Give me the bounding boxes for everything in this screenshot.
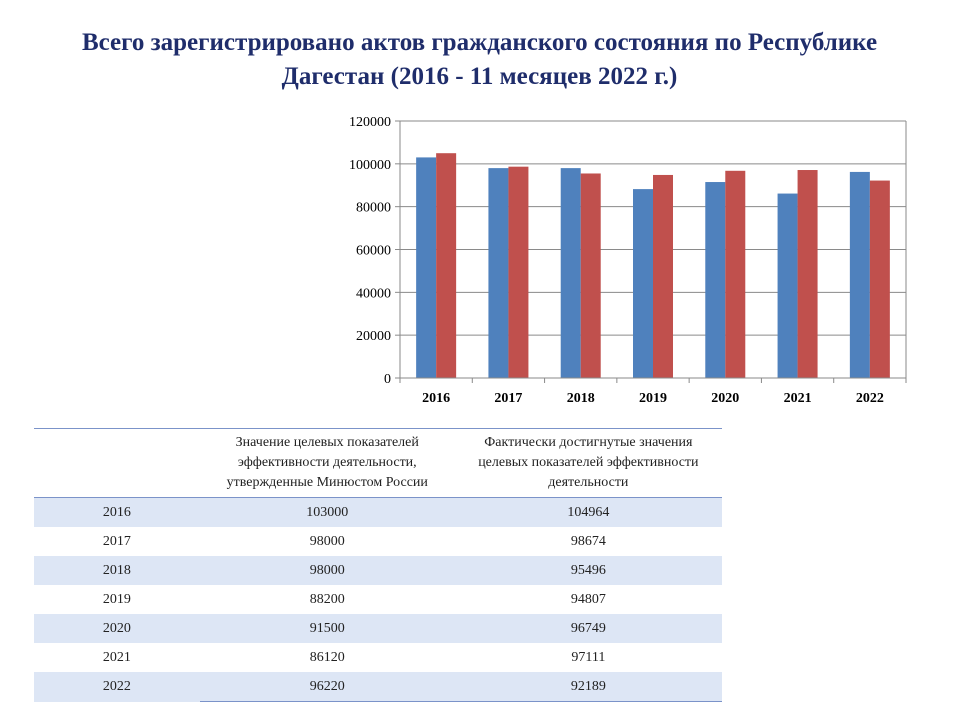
bar-chart: [330, 110, 920, 410]
x-tick-label: 2020: [711, 391, 740, 406]
table-cell-target: 98000: [309, 533, 345, 549]
table-cell-target: 98000: [200, 556, 455, 585]
bar-series-2-2016: [436, 153, 456, 378]
bar-series-2-2019: [653, 175, 673, 378]
table-cell-actual: 97111: [571, 649, 606, 665]
table-cell-target: 88200: [309, 591, 345, 607]
y-tick-label: 40000: [356, 286, 391, 302]
table-row: [34, 643, 722, 672]
table-cell-year: 2022: [34, 672, 200, 702]
slide-title: [0, 26, 959, 94]
table-cell-year: 2021: [102, 649, 131, 665]
table-row: [34, 672, 722, 702]
bar-series-1-2021: [778, 194, 798, 378]
table-cell-actual: 94807: [570, 591, 606, 607]
table-cell-target: 96220: [200, 672, 455, 702]
bar-series-2-2022: [870, 181, 890, 378]
bar-series-1-2019: [633, 189, 653, 378]
table-row: [34, 527, 722, 556]
table-cell-actual: 104964: [455, 498, 722, 528]
table-cell-actual: 96749: [455, 614, 722, 643]
table-row: [34, 585, 722, 614]
bar-series-2-2020: [725, 171, 745, 378]
bar-series-2-2018: [581, 173, 601, 378]
x-tick-label: 2019: [639, 391, 667, 406]
table-row: [34, 498, 722, 528]
table-header-year: [34, 429, 200, 498]
title-line-1: Всего зарегистрировано актов гражданского состояния по Республике: [81, 29, 878, 56]
bar-series-2-2021: [798, 170, 818, 378]
x-tick-label: 2021: [783, 391, 812, 406]
table-row: [34, 614, 722, 643]
y-tick-label: 0: [384, 372, 391, 387]
y-tick-label: 20000: [356, 329, 391, 345]
table-header-actual: Фактически достигнутые значения целевых показателей эффективности деятельности: [478, 435, 699, 490]
y-tick-label: 60000: [356, 243, 391, 259]
table-cell-actual: 92189: [455, 672, 722, 702]
table-cell-year: 2019: [102, 591, 131, 607]
y-tick-label: 80000: [356, 200, 391, 216]
y-tick-label: 100000: [349, 157, 391, 173]
data-table: [34, 428, 722, 702]
table-cell-target: 91500: [200, 614, 455, 643]
bar-series-1-2018: [561, 168, 581, 378]
table-cell-target: 86120: [309, 649, 345, 665]
bar-series-1-2017: [488, 168, 508, 378]
table-cell-year: 2020: [34, 614, 200, 643]
x-tick-label: 2018: [566, 391, 595, 406]
table-header-row: [34, 429, 722, 498]
x-tick-label: 2022: [855, 391, 884, 406]
table-cell-year: 2017: [102, 533, 131, 549]
table-cell-actual: 98674: [570, 533, 606, 549]
x-tick-label: 2017: [494, 391, 523, 406]
table-cell-year: 2016: [34, 498, 200, 528]
bar-series-1-2020: [705, 182, 725, 378]
table-cell-target: 103000: [200, 498, 455, 528]
table-row: [34, 556, 722, 585]
title-line-2: Дагестан (2016 - 11 месяцев 2022 г.): [281, 63, 678, 90]
bar-series-1-2022: [850, 172, 870, 378]
x-tick-label: 2016: [422, 391, 451, 406]
table-header-target: Значение целевых показателей эффективности деятельности, утвержденные Минюстом России: [226, 435, 428, 490]
table-cell-year: 2018: [34, 556, 200, 585]
y-tick-label: 120000: [349, 115, 391, 130]
bar-series-2-2017: [508, 167, 528, 378]
bar-series-1-2016: [416, 157, 436, 378]
table-cell-actual: 95496: [455, 556, 722, 585]
